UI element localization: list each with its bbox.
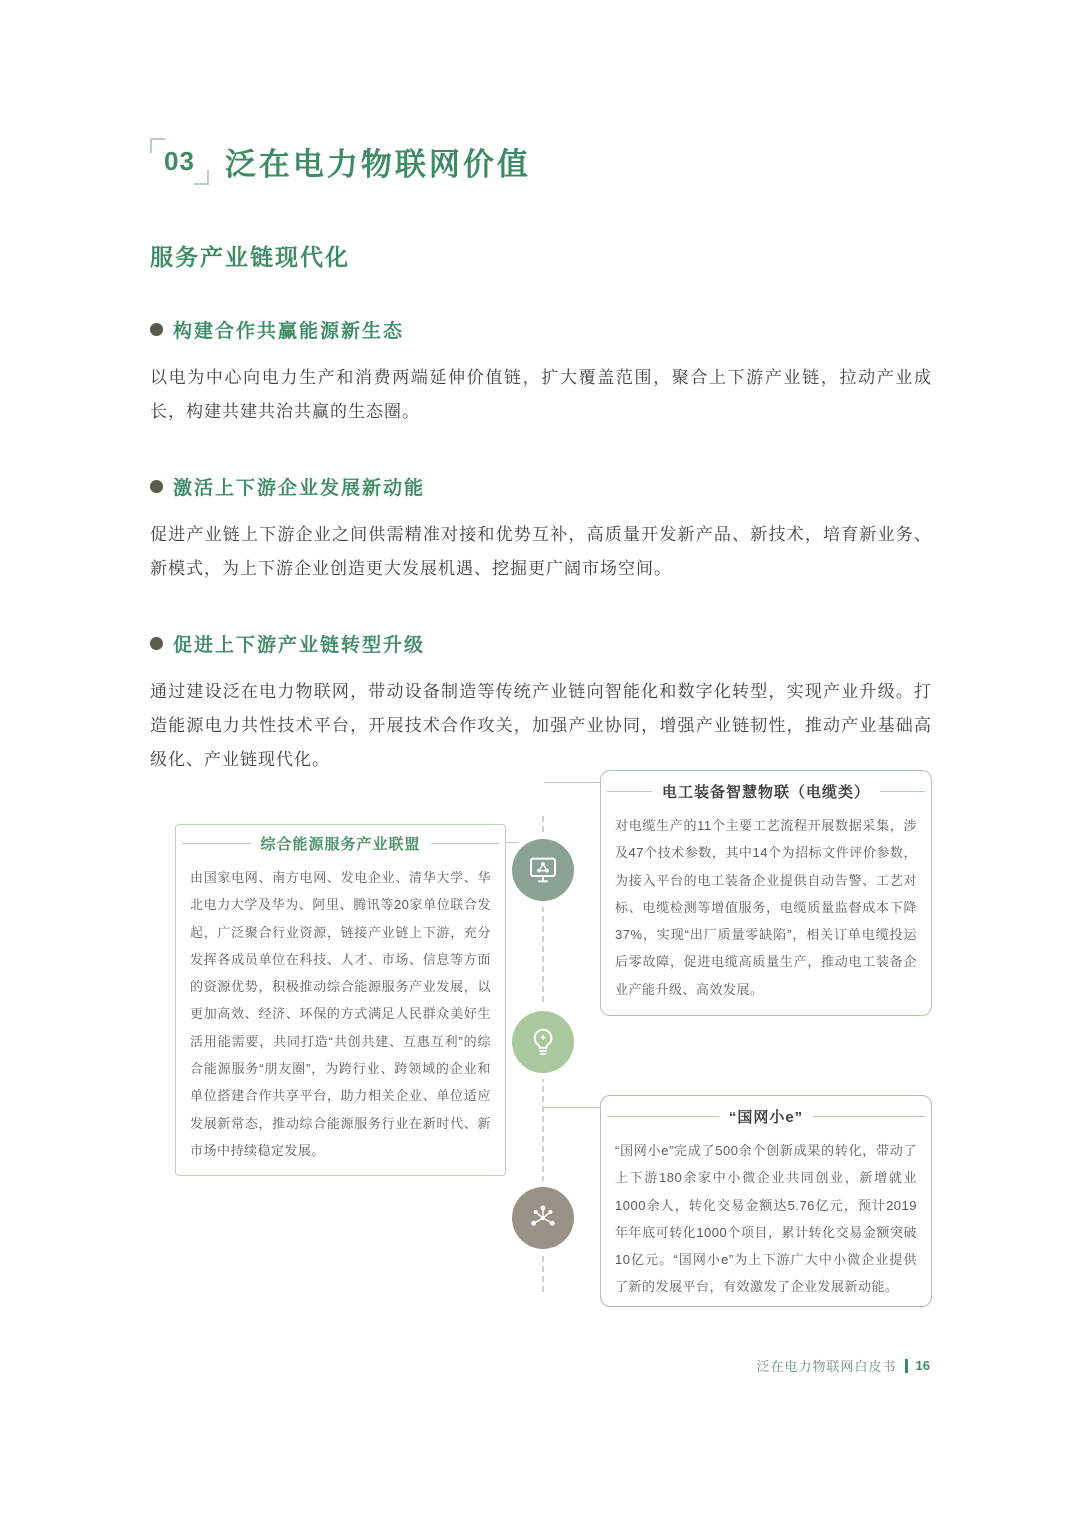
page-title: 泛在电力物联网价值 <box>224 147 531 182</box>
page-footer <box>757 1356 930 1375</box>
bullet-body-text: 促进产业链上下游企业之间供需精准对接和优势互补，高质量开发新产品、新技术，培育新业务、新模式，为上下游企业创造更大发展机遇、挖掘更广阔市场空间。 <box>150 525 932 578</box>
bullet-heading <box>150 473 932 500</box>
bullet-dot-icon <box>150 637 163 650</box>
bullet-heading <box>150 630 932 657</box>
bullet-dot-icon <box>150 323 163 336</box>
title-rule-left <box>182 843 251 844</box>
bullet-heading-text: 构建合作共赢能源新生态 <box>173 321 405 342</box>
monitor-network-icon <box>512 839 574 901</box>
guowang-xiaoe-box <box>600 1095 932 1307</box>
cable-iot-box-body: 对电缆生产的11个主要工艺流程开展数据采集，涉及47个技术参数，其中14个为招标文件评价参数，为接入平台的电工装备企业提供自动告警、工艺对标、电缆检测等增值服务，电缆质量监督成本下降37%，实现“出厂质量零缺陷”，相关订单电缆投运后零故障，促进电缆高质量生产，推动电工装备企业产能升级、高效发展。 <box>615 818 917 997</box>
bullet-heading <box>150 316 932 343</box>
guowang-xiaoe-box-body: “国网小e”完成了500余个创新成果的转化，带动了上下游180余家中小微企业共同创业，新增就业1000余人，转化交易金额达5.76亿元，预计2019年年底可转化1000个项目，累计转化交易金额突破10亿元。“国网小e”为上下游广大中小微企业提供了新的发展平台，有效激发了企业发展新动能。 <box>615 1143 917 1295</box>
bullet-heading-text: 促进上下游产业链转型升级 <box>173 635 426 656</box>
footer-divider <box>905 1359 908 1373</box>
bullet-section-3 <box>150 630 932 777</box>
section-title: 服务产业链现代化 <box>150 244 350 270</box>
connector-right-top-box <box>544 782 600 783</box>
guowang-xiaoe-box-title-row <box>601 1106 931 1127</box>
bullet-dot-icon <box>150 480 163 493</box>
lightbulb-icon <box>512 1011 574 1073</box>
bullet-section-2 <box>150 473 932 586</box>
title-rule-right <box>880 791 925 792</box>
title-rule-right <box>431 843 500 844</box>
footer-page-number: 16 <box>915 1358 930 1373</box>
chapter-header <box>150 138 932 185</box>
bullet-body-text: 以电为中心向电力生产和消费两端延伸价值链，扩大覆盖范围，聚合上下游产业链，拉动产业成长，构建共建共治共赢的生态圈。 <box>150 368 932 421</box>
guowang-xiaoe-box-title: “国网小e” <box>728 1109 804 1126</box>
bullet-section-1 <box>150 316 932 429</box>
cable-iot-box-title: 电工装备智慧物联（电缆类） <box>662 784 871 801</box>
alliance-box-title-row <box>176 833 505 854</box>
footer-text: 泛在电力物联网白皮书 <box>756 1359 897 1374</box>
title-rule-right <box>813 1116 925 1117</box>
chapter-number-badge <box>150 138 209 185</box>
cable-iot-box <box>600 770 932 1016</box>
title-rule-left <box>607 1116 719 1117</box>
title-rule-left <box>607 791 652 792</box>
page-content <box>150 138 932 777</box>
network-nodes-icon <box>512 1187 574 1249</box>
value-diagram <box>150 758 932 1324</box>
alliance-box <box>175 824 506 1176</box>
alliance-box-title: 综合能源服务产业联盟 <box>260 836 421 853</box>
connector-right-bottom-box <box>544 1107 600 1108</box>
chapter-number: 03 <box>164 146 195 176</box>
cable-iot-box-title-row <box>601 781 931 802</box>
bullet-heading-text: 激活上下游企业发展新动能 <box>173 478 426 499</box>
alliance-box-body: 由国家电网、南方电网、发电企业、清华大学、华北电力大学及华为、阿里、腾讯等20家单位联合发起，广泛聚合行业资源，链接产业链上下游，充分发挥各成员单位在科技、人才、市场、信息等方面的资源优势，积极推动综合能源服务产业发展，以更加高效、经济、环保的方式满足人民群众美好生活用能需要，共同打造“共创共建、互惠互利”的综合能源服务“朋友圈”，为跨行业、跨领域的企业和单位搭建合作共享平台，助力相关企业、单位适应发展新常态，推动综合能源服务行业在新时代、新市场中持续稳定发展。 <box>190 870 491 1158</box>
bullet-body-text: 通过建设泛在电力物联网，带动设备制造等传统产业链向智能化和数字化转型，实现产业升级。打造能源电力共性技术平台，开展技术合作攻关，加强产业协同，增强产业链韧性，推动产业基础高级化、产业链现代化。 <box>150 682 932 769</box>
